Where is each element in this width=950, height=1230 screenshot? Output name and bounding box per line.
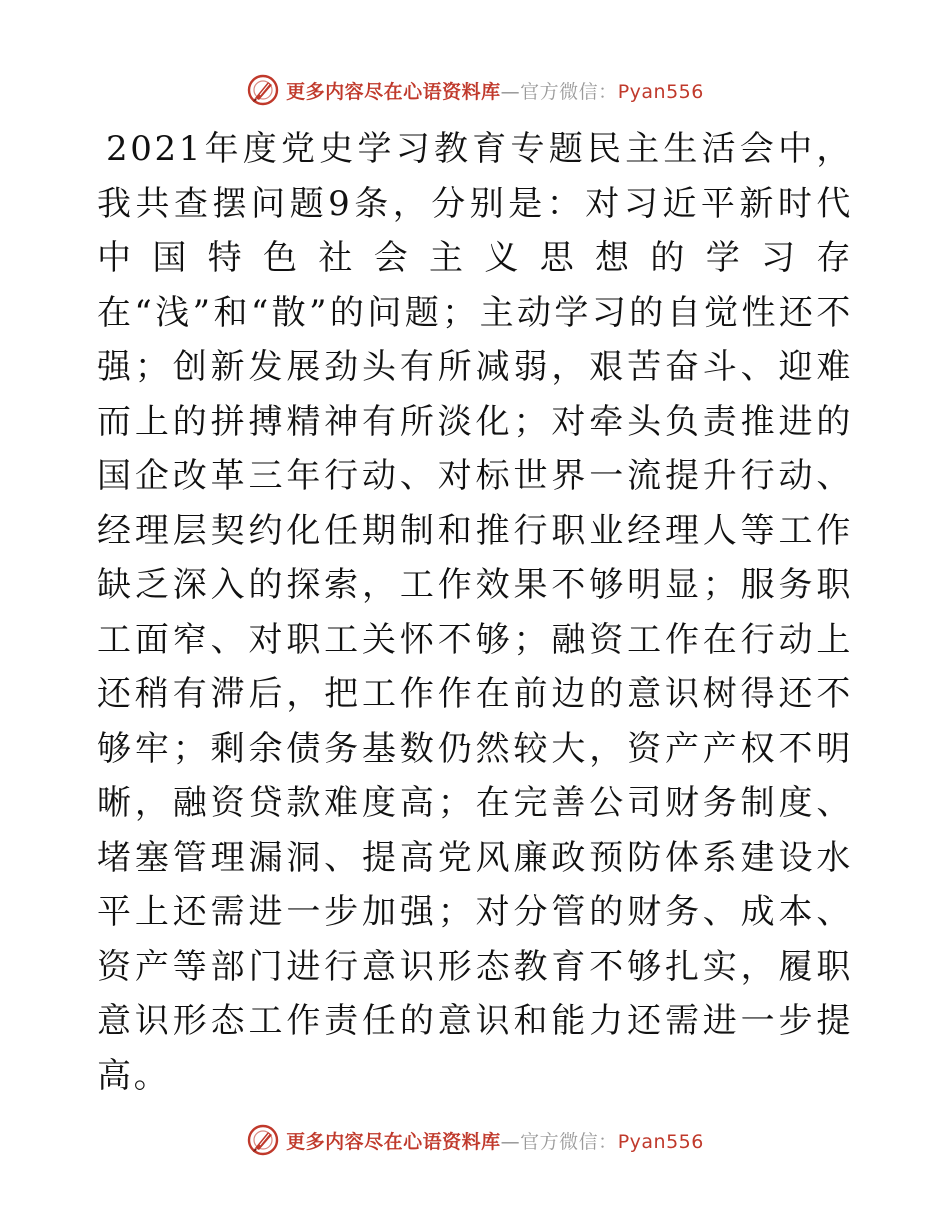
header-banner-text xyxy=(286,77,704,104)
wechat-id: Pyan556 xyxy=(617,80,704,103)
wechat-label: 官方微信： xyxy=(520,1130,618,1153)
wechat-id: Pyan556 xyxy=(617,1130,704,1153)
quill-pen-logo-icon xyxy=(246,73,280,107)
main-paragraph: 2021年度党史学习教育专题民主生活会中，我共查摆问题9条，分别是：对习近平新时代中国特色社会主义思想的学习存在“浅”和“散”的问题；主动学习的自觉性还不强；创新发展劲头有所减弱，艰苦奋斗、迎难而上的拼搏精神有所淡化；对牵头负责推进的国企改革三年行动、对标世界一流提升行动、经理层契约化任期制和推行职业经理人等工作缺乏深入的探索，工作效果不够明显；服务职工面窄、对职工关怀不够；融资工作在行动上还稍有滞后，把工作作在前边的意识树得还不够牢；剩余债务基数仍然较大，资产产权不明晰，融资贷款难度高；在完善公司财务制度、堵塞管理漏洞、提高党风廉政预防体系建设水平上还需进一步加强；对分管的财务、成本、资产等部门进行意识形态教育不够扎实，履职意识形态工作责任的意识和能力还需进一步提高。 xyxy=(97,129,853,1096)
site-slogan: 更多内容尽在心语资料库 xyxy=(286,1130,501,1153)
footer-banner xyxy=(0,1120,950,1160)
banner-separator: — xyxy=(500,1130,521,1153)
site-slogan: 更多内容尽在心语资料库 xyxy=(286,80,501,103)
wechat-label: 官方微信： xyxy=(520,80,618,103)
quill-pen-logo-icon xyxy=(246,1123,280,1157)
header-banner xyxy=(0,70,950,110)
banner-separator: — xyxy=(500,80,521,103)
footer-banner-text xyxy=(286,1127,704,1154)
